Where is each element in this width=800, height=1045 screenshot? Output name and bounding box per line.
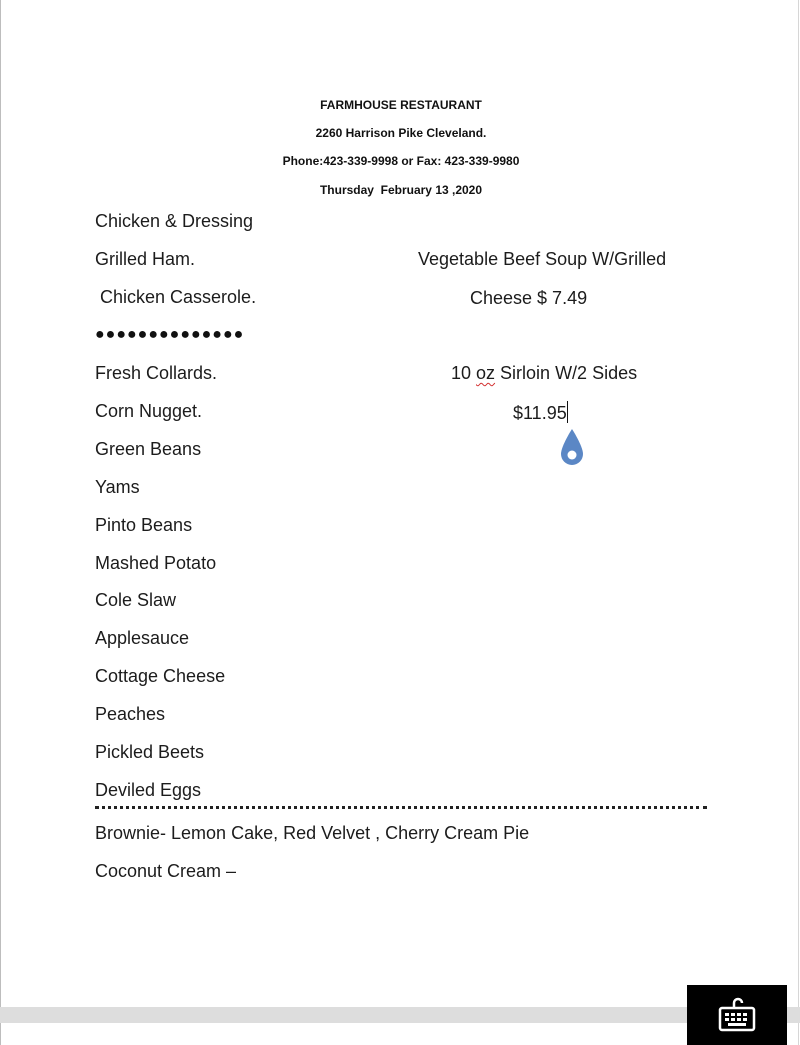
special-soup-line1: Vegetable Beef Soup W/Grilled bbox=[418, 249, 667, 269]
side-item: Peaches bbox=[95, 704, 166, 724]
side-item: Mashed Potato bbox=[95, 553, 217, 573]
phone-fax: Phone:423-339-9998 or Fax: 423-339-9980 bbox=[282, 154, 520, 168]
text-cursor bbox=[567, 401, 568, 423]
entree-item: Grilled Ham. bbox=[95, 249, 196, 269]
side-item: Applesauce bbox=[95, 628, 190, 648]
entree-item: Chicken Casserole. bbox=[100, 287, 257, 307]
special-soup-line2: Cheese $ 7.49 bbox=[470, 288, 588, 308]
side-item: Deviled Eggs bbox=[95, 780, 202, 800]
bullet-separator: ●●●●●●●●●●●●●● bbox=[95, 326, 245, 343]
entree-item: Chicken & Dressing bbox=[95, 211, 254, 231]
side-item: Yams bbox=[95, 477, 140, 497]
side-item: Pinto Beans bbox=[95, 515, 193, 535]
side-item: Fresh Collards. bbox=[95, 363, 218, 383]
spellcheck-flagged-word[interactable]: oz bbox=[476, 363, 496, 383]
special-sirloin-line bbox=[451, 363, 637, 384]
side-item: Corn Nugget. bbox=[95, 401, 203, 421]
side-item: Cottage Cheese bbox=[95, 666, 226, 686]
horizontal-scrollbar[interactable] bbox=[0, 1007, 800, 1023]
menu-date: Thursday February 13 ,2020 bbox=[319, 183, 483, 197]
dessert-line: Coconut Cream – bbox=[95, 861, 237, 881]
side-item: Green Beans bbox=[95, 439, 202, 459]
dotted-divider bbox=[95, 806, 707, 809]
sirloin-text-pre: 10 bbox=[451, 363, 477, 383]
side-item: Pickled Beets bbox=[95, 742, 205, 762]
sirloin-text-post: Sirloin W/2 Sides bbox=[495, 363, 638, 383]
keyboard-icon bbox=[717, 995, 757, 1035]
dessert-line: Brownie- Lemon Cake, Red Velvet , Cherry Cream Pie bbox=[95, 823, 530, 843]
restaurant-address: 2260 Harrison Pike Cleveland. bbox=[315, 126, 487, 140]
side-item: Cole Slaw bbox=[95, 590, 177, 610]
sirloin-price: $11.95 bbox=[513, 403, 567, 423]
special-sirloin-price-line bbox=[513, 401, 568, 424]
keyboard-toggle-button[interactable] bbox=[687, 985, 787, 1045]
teardrop-handle-icon[interactable] bbox=[558, 428, 586, 468]
restaurant-name: FARMHOUSE RESTAURANT bbox=[320, 98, 482, 112]
